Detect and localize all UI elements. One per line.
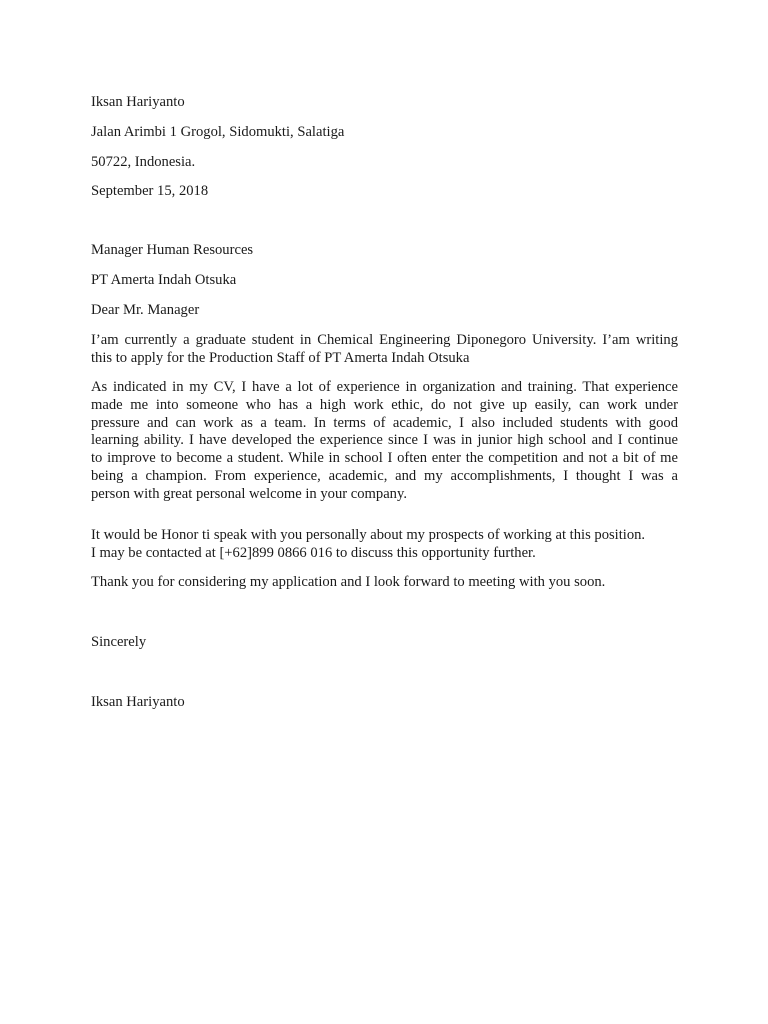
letter-date: September 15, 2018 bbox=[91, 183, 209, 199]
paragraph-experience-line: being a champion. From experience, academic, and my accomplishments, I thought I was a bbox=[91, 467, 678, 484]
recipient-company: PT Amerta Indah Otsuka bbox=[91, 272, 237, 288]
paragraph-intro bbox=[91, 332, 678, 368]
paragraph-experience-line: to improve to become a student. While in school I often enter the competition and not a bit of me bbox=[91, 450, 678, 467]
paragraph-contact bbox=[91, 527, 678, 563]
paragraph-experience-line: person with great personal welcome in your company. bbox=[91, 485, 407, 502]
closing: Sincerely bbox=[91, 634, 147, 650]
sender-address-line1: Jalan Arimbi 1 Grogol, Sidomukti, Salatiga bbox=[91, 124, 345, 140]
paragraph-thanks: Thank you for considering my application and I look forward to meeting with you soon. bbox=[91, 574, 606, 590]
paragraph-intro-line: I’am currently a graduate student in Chemical Engineering Diponegoro University. I’am writing bbox=[91, 332, 678, 348]
paragraph-experience-line: made me into someone who has a high work ethic, do not give up easily, can work under bbox=[91, 396, 678, 413]
paragraph-experience-line: learning ability. I have developed the experience since I was in junior high school and I continue bbox=[91, 432, 678, 449]
paragraph-contact-line: It would be Honor ti speak with you personally about my prospects of working at this position. bbox=[91, 527, 646, 543]
paragraph-experience-line: pressure and can work as a team. In terms of academic, I also included students with good bbox=[91, 414, 678, 431]
paragraph-contact-line: I may be contacted at [+62]899 0866 016 to discuss this opportunity further. bbox=[91, 544, 536, 561]
sender-name: Iksan Hariyanto bbox=[91, 94, 185, 110]
sender-address-line2: 50722, Indonesia. bbox=[91, 154, 196, 170]
signature-name: Iksan Hariyanto bbox=[91, 694, 185, 710]
recipient-title: Manager Human Resources bbox=[91, 242, 254, 258]
paragraph-intro-line: this to apply for the Production Staff of PT Amerta Indah Otsuka bbox=[91, 349, 470, 366]
paragraph-experience-line: As indicated in my CV, I have a lot of experience in organization and training. That experience bbox=[91, 379, 678, 395]
paragraph-experience bbox=[91, 379, 678, 504]
salutation: Dear Mr. Manager bbox=[91, 302, 200, 318]
